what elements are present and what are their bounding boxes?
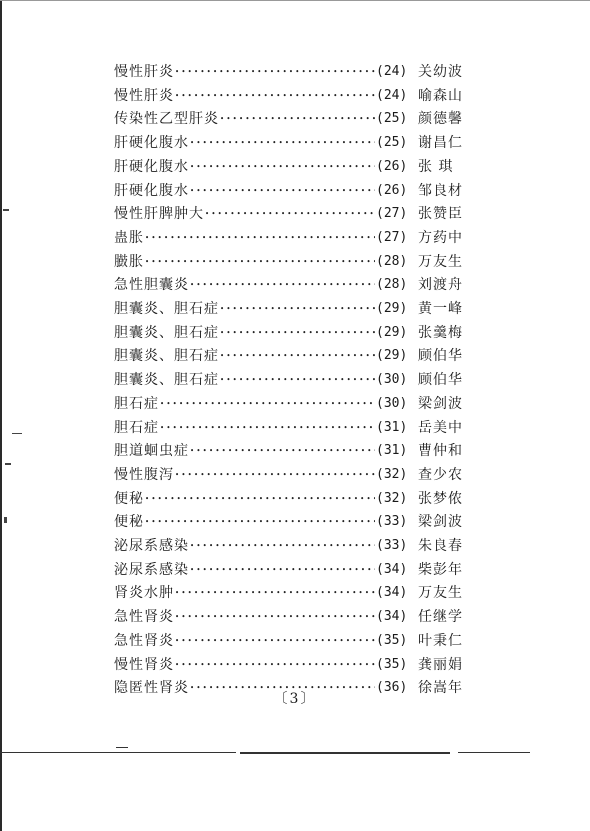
entry-title: 慢性肾炎 <box>114 657 174 673</box>
entry-page-number: (29) <box>376 325 408 340</box>
entry-author: 方药中 <box>418 230 463 246</box>
toc-entry <box>114 464 474 486</box>
entry-page-number: (26) <box>376 183 408 198</box>
entry-author: 曹仲和 <box>418 443 463 459</box>
dot-leader <box>175 464 375 486</box>
entry-author: 朱良春 <box>418 538 463 554</box>
entry-title: 慢性肝脾肿大 <box>114 206 204 222</box>
toc-entry <box>114 440 474 462</box>
entry-author: 梁剑波 <box>418 396 463 412</box>
dot-leader <box>220 322 375 344</box>
entry-author: 查少农 <box>418 467 463 483</box>
entry-author: 龚丽娟 <box>418 657 463 673</box>
entry-page-number: (32) <box>376 467 408 482</box>
entry-page-number: (29) <box>376 348 408 363</box>
entry-author: 岳美中 <box>418 420 463 436</box>
dot-leader <box>190 559 375 581</box>
entry-page-number: (28) <box>376 277 408 292</box>
entry-author: 颜德馨 <box>418 111 463 127</box>
entry-author: 张赞臣 <box>418 206 463 222</box>
dot-leader <box>190 440 375 462</box>
toc-entry <box>114 582 474 604</box>
dot-leader <box>145 488 375 510</box>
entry-page-number: (26) <box>376 159 408 174</box>
entry-title: 胆囊炎、胆石症 <box>114 301 219 317</box>
toc-entry <box>114 227 474 249</box>
dot-leader <box>175 85 375 107</box>
toc-entry <box>114 559 474 581</box>
toc-entry <box>114 369 474 391</box>
entry-author: 顾伯华 <box>418 372 463 388</box>
toc-entry <box>114 274 474 296</box>
entry-author: 万友生 <box>418 254 463 270</box>
entry-author: 刘渡舟 <box>418 277 463 293</box>
entry-page-number: (34) <box>376 585 408 600</box>
entry-page-number: (30) <box>376 396 408 411</box>
entry-title: 泌尿系感染 <box>114 562 189 578</box>
entry-title: 急性肾炎 <box>114 633 174 649</box>
toc-entry <box>114 180 474 202</box>
entry-title: 胆囊炎、胆石症 <box>114 372 219 388</box>
entry-page-number: (33) <box>376 514 408 529</box>
entry-title: 急性肾炎 <box>114 609 174 625</box>
entry-author: 张梦侬 <box>418 491 463 507</box>
entry-page-number: (24) <box>376 88 408 103</box>
dot-leader <box>205 203 375 225</box>
entry-author: 叶秉仁 <box>418 633 463 649</box>
entry-page-number: (30) <box>376 372 408 387</box>
dot-leader <box>190 132 375 154</box>
entry-page-number: (25) <box>376 135 408 150</box>
dot-leader <box>160 417 375 439</box>
entry-title: 便秘 <box>114 514 144 530</box>
dot-leader <box>145 227 375 249</box>
entry-author: 喻森山 <box>418 88 463 104</box>
dot-leader <box>220 108 375 130</box>
toc-entry <box>114 85 474 107</box>
entry-title: 胆石症 <box>114 420 159 436</box>
dot-leader <box>175 654 375 676</box>
entry-page-number: (35) <box>376 657 408 672</box>
toc-entry <box>114 511 474 533</box>
entry-title: 蛊胀 <box>114 230 144 246</box>
toc-entry <box>114 132 474 154</box>
bottom-rule <box>458 752 530 753</box>
bottom-rule <box>240 752 450 754</box>
entry-title: 隐匿性肾炎 <box>114 680 189 696</box>
entry-author: 张 琪 <box>418 159 454 175</box>
dot-leader <box>175 61 375 83</box>
toc-entry <box>114 108 474 130</box>
entry-page-number: (35) <box>376 633 408 648</box>
entry-title: 肝硬化腹水 <box>114 159 189 175</box>
entry-title: 臌胀 <box>114 254 144 270</box>
entry-author: 万友生 <box>418 585 463 601</box>
entry-title: 胆囊炎、胆石症 <box>114 348 219 364</box>
entry-page-number: (34) <box>376 562 408 577</box>
toc-entry <box>114 298 474 320</box>
dot-leader <box>175 630 375 652</box>
dot-leader <box>220 298 375 320</box>
entry-title: 慢性腹泻 <box>114 467 174 483</box>
toc-entry <box>114 606 474 628</box>
toc-entry <box>114 156 474 178</box>
page-number: 〔3〕 <box>273 691 317 707</box>
entry-title: 胆石症 <box>114 396 159 412</box>
entry-title: 慢性肝炎 <box>114 88 174 104</box>
entry-title: 胆囊炎、胆石症 <box>114 325 219 341</box>
bottom-rule <box>116 747 128 748</box>
entry-title: 泌尿系感染 <box>114 538 189 554</box>
toc-entry <box>114 488 474 510</box>
entry-page-number: (27) <box>376 230 408 245</box>
entry-title: 急性胆囊炎 <box>114 277 189 293</box>
entry-author: 谢昌仁 <box>418 135 463 151</box>
entry-author: 梁剑波 <box>418 514 463 530</box>
entry-title: 肝硬化腹水 <box>114 135 189 151</box>
dot-leader <box>145 511 375 533</box>
entry-title: 胆道蛔虫症 <box>114 443 189 459</box>
entry-title: 肝硬化腹水 <box>114 183 189 199</box>
toc-entry <box>114 251 474 273</box>
toc-entry <box>114 61 474 83</box>
entry-author: 顾伯华 <box>418 348 463 364</box>
bottom-rule <box>0 752 236 753</box>
dot-leader <box>190 274 375 296</box>
dot-leader <box>145 251 375 273</box>
entry-author: 徐嵩年 <box>418 680 463 696</box>
dot-leader <box>190 156 375 178</box>
entry-title: 肾炎水肿 <box>114 585 174 601</box>
toc-entry <box>114 322 474 344</box>
entry-title: 慢性肝炎 <box>114 64 174 80</box>
entry-author: 柴彭年 <box>418 562 463 578</box>
dot-leader <box>160 393 375 415</box>
entry-title: 传染性乙型肝炎 <box>114 111 219 127</box>
entry-page-number: (32) <box>376 491 408 506</box>
entry-page-number: (34) <box>376 609 408 624</box>
entry-page-number: (33) <box>376 538 408 553</box>
entry-page-number: (25) <box>376 111 408 126</box>
entry-author: 任继学 <box>418 609 463 625</box>
entry-author: 关幼波 <box>418 64 463 80</box>
entry-page-number: (29) <box>376 301 408 316</box>
entry-page-number: (28) <box>376 254 408 269</box>
dot-leader <box>190 180 375 202</box>
entry-page-number: (36) <box>376 680 408 695</box>
toc-entry <box>114 393 474 415</box>
toc-entry <box>114 535 474 557</box>
entry-page-number: (31) <box>376 443 408 458</box>
toc-entry <box>114 345 474 367</box>
entry-page-number: (27) <box>376 206 408 221</box>
entry-page-number: (31) <box>376 420 408 435</box>
dot-leader <box>220 345 375 367</box>
dot-leader <box>190 535 375 557</box>
entry-author: 邹良材 <box>418 183 463 199</box>
toc-entry <box>114 654 474 676</box>
toc-entry <box>114 417 474 439</box>
dot-leader <box>220 369 375 391</box>
entry-title: 便秘 <box>114 491 144 507</box>
entry-author: 黄一峰 <box>418 301 463 317</box>
toc-entry <box>114 630 474 652</box>
toc-entry <box>114 203 474 225</box>
entry-page-number: (24) <box>376 64 408 79</box>
dot-leader <box>175 606 375 628</box>
dot-leader <box>175 582 375 604</box>
entry-author: 张羹梅 <box>418 325 463 341</box>
